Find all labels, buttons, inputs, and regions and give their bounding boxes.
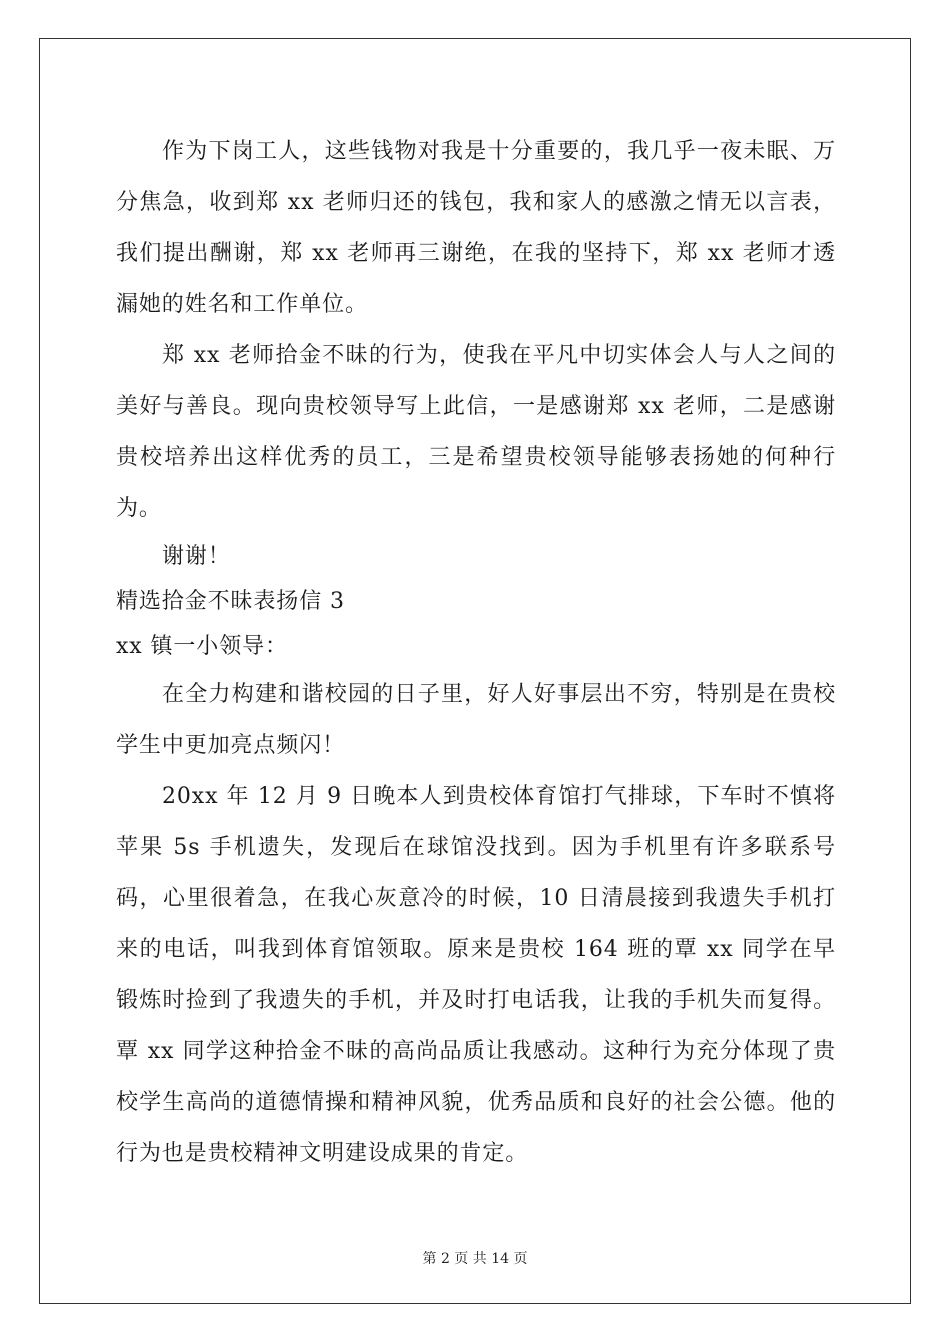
paragraph-3: 在全力构建和谐校园的日子里，好人好事层出不穷，特别是在贵校学生中更加亮点频闪！	[116, 682, 836, 758]
salutation: xx 镇一小领导：	[116, 634, 288, 659]
paragraph-4: 20xx 年 12 月 9 日晚本人到贵校体育馆打气排球，下车时不慎将苹果 5s 手机遗失，发现后在球馆没找到。因为手机里有许多联系号码，心里很着急，在我心灰意冷的时候，10 日清晨接到我遗失手机打来的电话，叫我到体育馆领取。原来是贵校 164 班的覃 xx 同学在早锻炼时捡到了我遗失的手机，并及时打电话我，让我的手机失而复得。覃 xx 同学这种拾金不昧的高尚品质让我感动。这种行为充分体现了贵校学生高尚的道德情操和精神风貌，优秀品质和良好的社会公德。他的行为也是贵校精神文明建设成果的肯定。	[116, 784, 836, 1166]
section-title: 精选拾金不昧表扬信 3	[116, 589, 345, 614]
paragraph-1: 作为下岗工人，这些钱物对我是十分重要的，我几乎一夜未眠、万分焦急，收到郑 xx 老师归还的钱包，我和家人的感激之情无以言表，我们提出酬谢，郑 xx 老师再三谢绝，在我的坚持下，郑 xx 老师才透漏她的姓名和工作单位。	[116, 139, 836, 317]
page-number-footer: 第 2 页 共 14 页	[422, 1251, 528, 1267]
document-body	[116, 126, 836, 1179]
closing-thanks: 谢谢！	[162, 544, 231, 569]
paragraph-2: 郑 xx 老师拾金不昧的行为，使我在平凡中切实体会人与人之间的美好与善良。现向贵校领导写上此信，一是感谢郑 xx 老师，二是感谢贵校培养出这样优秀的员工，三是希望贵校领导能够表扬她的何种行为。	[116, 343, 836, 521]
